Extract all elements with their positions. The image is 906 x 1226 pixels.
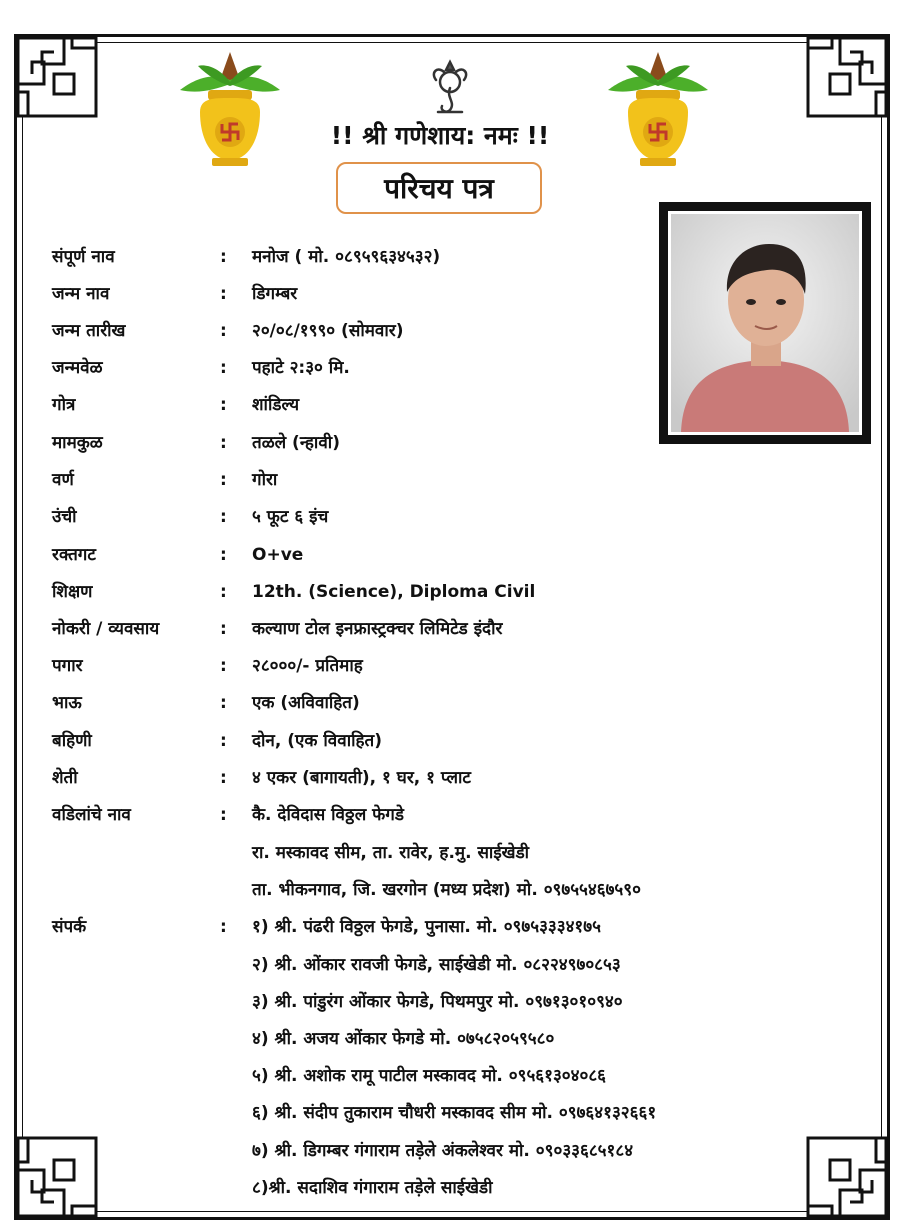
detail-row: [52, 540, 832, 570]
detail-label: शिक्षण: [52, 582, 93, 602]
detail-label: संपूर्ण नाव: [52, 247, 115, 267]
detail-value: पहाटे २:३० मि.: [252, 358, 350, 378]
contact-row: [52, 1061, 832, 1091]
detail-value: २०/०८/१९९० (सोमवार): [252, 321, 404, 341]
corner-ornament-icon: [804, 34, 890, 120]
contact-line: ४) श्री. अजय ओंकार फेगडे मो. ०७५८२०५९५८०: [252, 1029, 555, 1049]
detail-value: 12th. (Science), Diploma Civil: [252, 582, 536, 602]
separator: :: [220, 656, 227, 676]
detail-value: शांडिल्य: [252, 395, 300, 415]
separator: :: [220, 433, 227, 453]
detail-value: कल्याण टोल इनफ्रास्ट्रक्चर लिमिटेड इंदौर: [252, 619, 503, 639]
contact-row: [52, 950, 832, 980]
detail-value: तळले (न्हावी): [252, 433, 340, 453]
detail-value: O+ve: [252, 545, 304, 565]
contact-row: [52, 1136, 832, 1166]
separator: :: [220, 284, 227, 304]
separator: :: [220, 470, 227, 490]
kalash-icon: [606, 50, 710, 168]
detail-row: [52, 726, 832, 756]
detail-row: [52, 353, 832, 383]
ganesh-icon: [428, 58, 472, 118]
separator: :: [220, 768, 227, 788]
detail-value: डिगम्बर: [252, 284, 298, 304]
detail-label: बहिणी: [52, 731, 92, 751]
detail-label: उंची: [52, 507, 77, 527]
detail-label: जन्म नाव: [52, 284, 110, 304]
detail-row: [52, 763, 832, 793]
kalash-icon: [178, 50, 282, 168]
detail-row: [52, 688, 832, 718]
detail-row: [52, 390, 832, 420]
detail-row: [52, 316, 832, 346]
detail-label: वडिलांचे नाव: [52, 805, 131, 825]
contact-row: [52, 1098, 832, 1128]
separator: :: [220, 358, 227, 378]
detail-label: जन्मवेळ: [52, 358, 103, 378]
contact-line: ८)श्री. सदाशिव गंगाराम तड़ेले साईखेडी: [252, 1178, 493, 1198]
separator: :: [220, 805, 227, 825]
detail-label: वर्ण: [52, 470, 74, 490]
corner-ornament-icon: [14, 34, 100, 120]
separator: :: [220, 507, 227, 527]
detail-row: [52, 465, 832, 495]
address-line: [52, 875, 832, 905]
detail-label: गोत्र: [52, 395, 76, 415]
detail-row: [52, 242, 832, 272]
contact-row: [52, 912, 832, 942]
detail-row: [52, 614, 832, 644]
separator: :: [220, 247, 227, 267]
address-text: रा. मस्कावद सीम, ता. रावेर, ह.मु. साईखेडी: [252, 843, 530, 863]
separator: :: [220, 917, 227, 937]
contact-row: [52, 1173, 832, 1203]
separator: :: [220, 731, 227, 751]
separator: :: [220, 545, 227, 565]
separator: :: [220, 395, 227, 415]
detail-value: ४ एकर (बागायती), १ घर, १ प्लाट: [252, 768, 471, 788]
contact-row: [52, 987, 832, 1017]
contact-line: ३) श्री. पांडुरंग ओंकार फेगडे, पिथमपुर मो. ०९७१३०१०९४०: [252, 992, 623, 1012]
page-title: परिचय पत्र: [336, 162, 542, 214]
detail-label: रक्तगट: [52, 545, 96, 565]
detail-label: जन्म तारीख: [52, 321, 126, 341]
detail-label: भाऊ: [52, 693, 82, 713]
detail-value: गोरा: [252, 470, 278, 490]
detail-label: मामकुळ: [52, 433, 103, 453]
contact-label: संपर्क: [52, 917, 87, 937]
detail-row: [52, 577, 832, 607]
separator: :: [220, 582, 227, 602]
contact-line: २) श्री. ओंकार रावजी फेगडे, साईखेडी मो. ०८२२४९७०८५३: [252, 955, 621, 975]
detail-row: [52, 651, 832, 681]
detail-label: पगार: [52, 656, 83, 676]
detail-row: [52, 502, 832, 532]
detail-value: २८०००/- प्रतिमाह: [252, 656, 363, 676]
contact-row: [52, 1024, 832, 1054]
separator: :: [220, 619, 227, 639]
detail-value: दोन, (एक विवाहित): [252, 731, 382, 751]
detail-row: [52, 428, 832, 458]
detail-value: मनोज ( मो. ०८९५९६३४५३२): [252, 247, 441, 267]
detail-label: शेती: [52, 768, 78, 788]
contact-line: ७) श्री. डिगम्बर गंगाराम तड़ेले अंकलेश्वर मो. ०९०३३६८५१८४: [252, 1141, 634, 1161]
detail-label: नोकरी / व्यवसाय: [52, 619, 160, 639]
address-text: ता. भीकनगाव, जि. खरगोन (मध्य प्रदेश) मो. ०९७५५४६७५९०: [252, 880, 641, 900]
detail-value: ५ फूट ६ इंच: [252, 507, 329, 527]
separator: :: [220, 321, 227, 341]
detail-row: [52, 279, 832, 309]
invocation-text: !! श्री गणेशाय: नमः !!: [330, 121, 550, 150]
contact-line: ६) श्री. संदीप तुकाराम चौधरी मस्कावद सीम मो. ०९७६४१३२६६१: [252, 1103, 657, 1123]
contact-line: ५) श्री. अशोक रामू पाटील मस्कावद मो. ०९५६१३०४०८६: [252, 1066, 607, 1086]
detail-value: कै. देविदास विठ्ठल फेगडे: [252, 805, 404, 825]
separator: :: [220, 693, 227, 713]
detail-value: एक (अविवाहित): [252, 693, 360, 713]
address-line: [52, 838, 832, 868]
detail-row: [52, 800, 832, 830]
contact-line: १) श्री. पंढरी विठ्ठल फेगडे, पुनासा. मो. ०९७५३३३४१७५: [252, 917, 601, 937]
